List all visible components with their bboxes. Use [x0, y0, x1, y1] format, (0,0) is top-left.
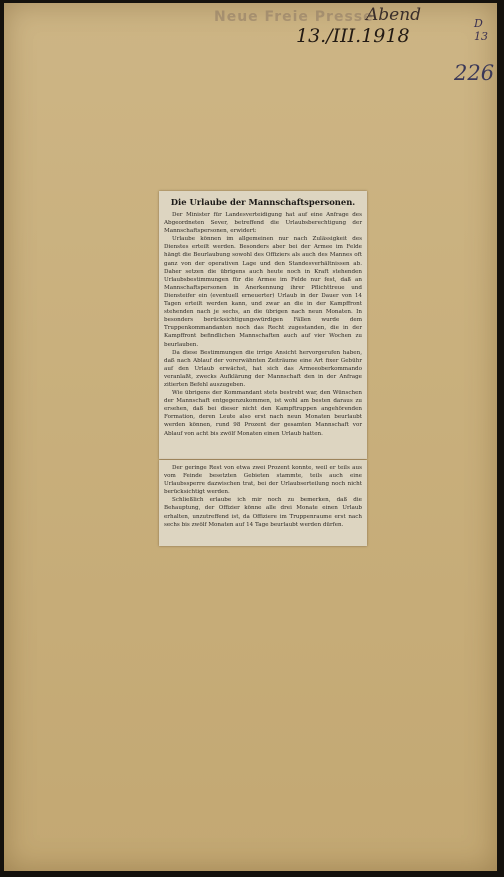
article-paragraph: Der Minister für Landesverteidigung hat auf eine Anfrage des Abgeordneten Sever, betreffend die Urlaubsberechtigung der Mannschaftspersonen, erwidert:	[164, 212, 362, 235]
article-body	[164, 211, 362, 438]
archive-sheet	[4, 3, 497, 871]
handwritten-source-note: Abend	[366, 5, 422, 25]
newspaper-clipping-continuation	[159, 460, 367, 546]
article-paragraph: Der geringe Rest von etwa zwei Prozent konnte, weil er teils aus vom Feinde besetzten Gebieten stammte, teils auch eine Urlaubssperre dazwischen trat, bei der Urlaubserteilung noch nicht berücksichtigt werden.	[164, 465, 362, 496]
article-paragraph: Da diese Bestimmungen die irrige Ansicht hervorgerufen haben, daß nach Ablauf der vorerwähnten Zeiträume eine Art fixer Gebühr auf den Urlaub erwächst, hat sich das Armeeoberkommando veranlaßt, zwecks Aufklärung der Mannschaft den in der Anfrage zitierten Befehl auszugeben.	[164, 349, 362, 388]
article-title: Die Urlaube der Mannschaftspersonen.	[170, 197, 356, 207]
article-body-continuation	[164, 464, 362, 529]
article-paragraph: Schließlich erlaube ich mir noch zu bemerken, daß die Behauptung, der Offizier könne alle drei Monate einen Urlaub erhalten, unzutreffend ist, da Offiziere im Truppenraume erst nach sechs bis zwölf Monaten auf 14 Tage beurlaubt werden dürfen.	[164, 497, 362, 528]
article-paragraph: Wie übrigens der Kommandant stets bestrebt war, den Wünschen der Mannschaft entgegenzukommen, ist wohl am besten daraus zu ersehen, daß bei dieser nicht den Kampftruppen angehörenden Formation, deren Leute also erst nach neun Monaten beurlaubt werden können, rund 98 Prozent der gesamten Mannschaft vor Ablauf von acht bis zwölf Monaten einen Urlaub hatten.	[164, 390, 362, 437]
newspaper-stamp: Neue Freie Presse	[214, 9, 374, 25]
newspaper-clipping	[159, 191, 367, 459]
handwritten-date: 13./III.1918	[296, 25, 410, 47]
article-paragraph: Urlaube können im allgemeinen nur nach Zulässigkeit des Dienstes erteilt werden. Besonders aber bei der Armee im Felde hängt die Beurlaubung sowohl des Offiziers als auch des Mannes oft ganz von der operativen Lage und den Standesverhältnissen ab. Daher setzen die übrigens auch heute noch in Kraft stehenden Urlaubsbestimmungen für die Armee im Felde nur fest, daß an Mannschaftspersonen in Anerkennung ihrer Pflichttreue und Diensteifer ein (eventuell erneuerter) Urlaub in der Dauer von 14 Tagen erteilt werden kann, und zwar an die in der Kampffront stehenden nach je sechs, an die übrigen nach neun Monaten. In besonders berücksichtigungswürdigen Fällen wurde dem Truppenkommandanten noch das Recht zugestanden, die in der Kampffront befindlichen Mannschaften auch auf vier Wochen zu beurlauben.	[164, 236, 362, 348]
corner-mark: D 13	[474, 17, 488, 43]
page-number: 226	[454, 61, 495, 85]
